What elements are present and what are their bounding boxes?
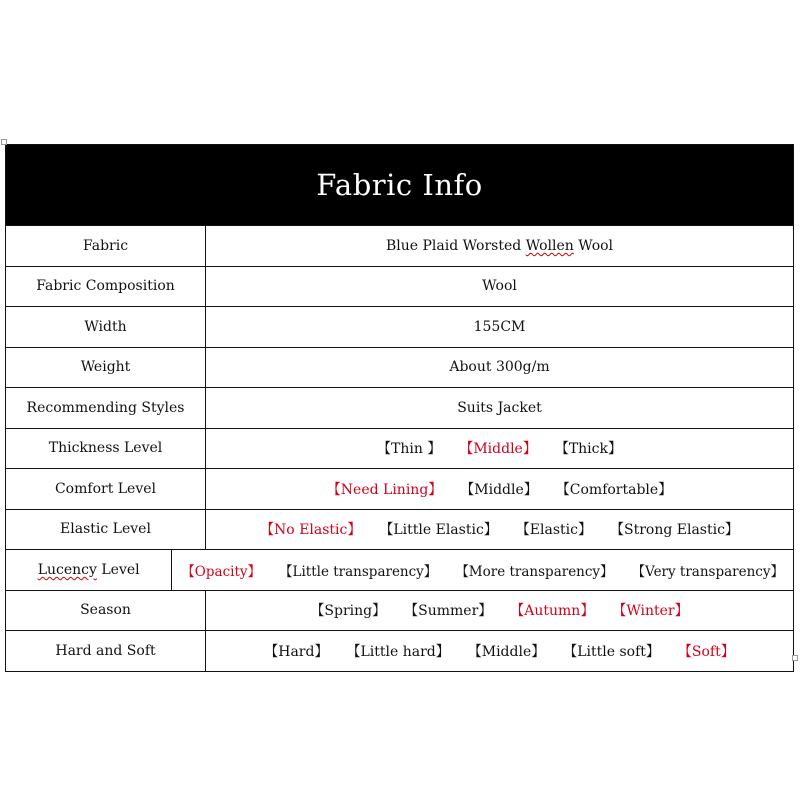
option-selected: 【Middle】: [459, 441, 537, 458]
option: 【Thin 】: [377, 441, 442, 458]
option: 【Strong Elastic】: [609, 522, 739, 539]
row-width: [6, 307, 793, 348]
row-value: [206, 226, 793, 266]
resize-handle-top-left: [1, 139, 7, 145]
row-options: [206, 429, 793, 469]
row-options: [206, 510, 793, 550]
row-recommending-styles: [6, 388, 793, 429]
option: 【More transparency】: [455, 563, 614, 580]
row-label: Weight: [6, 348, 206, 388]
row-options: [206, 591, 793, 631]
option: 【Little transparency】: [279, 563, 438, 580]
option: 【Very transparency】: [631, 563, 784, 580]
option: 【Little soft】: [563, 643, 660, 660]
value-part: Wool: [573, 237, 614, 254]
row-value: About 300g/m: [449, 359, 550, 376]
row-label: Comfort Level: [6, 469, 206, 509]
option: 【Hard】: [264, 643, 329, 660]
row-label: Hard and Soft: [6, 631, 206, 671]
row-elastic-level: [6, 510, 793, 551]
row-fabric: [6, 226, 793, 267]
row-label: Fabric Composition: [6, 267, 206, 307]
row-comfort-level: [6, 469, 793, 510]
option: 【Little Elastic】: [379, 522, 498, 539]
option: 【Elastic】: [515, 522, 592, 539]
table-title: Fabric Info: [6, 145, 793, 226]
label-part: Level: [96, 561, 140, 578]
row-options: [172, 550, 793, 590]
row-season: [6, 591, 793, 632]
option: 【Comfortable】: [555, 481, 673, 498]
option-selected: 【Opacity】: [181, 563, 262, 580]
row-label: Elastic Level: [6, 510, 206, 550]
row-label: Fabric: [6, 226, 206, 266]
option-selected: 【Need Lining】: [326, 481, 443, 498]
row-hard-and-soft: [6, 631, 793, 671]
row-label: Recommending Styles: [6, 388, 206, 428]
row-value: Wool: [482, 278, 517, 295]
row-label: Thickness Level: [6, 429, 206, 469]
option: 【Middle】: [460, 481, 538, 498]
fabric-info-table: [5, 144, 794, 672]
row-value: Suits Jacket: [457, 399, 542, 416]
option-selected: 【Autumn】: [510, 603, 595, 620]
option: 【Thick】: [554, 441, 622, 458]
value-part-misspelled: Wollen: [525, 237, 574, 254]
option: 【Little hard】: [346, 643, 450, 660]
row-value: 155CM: [473, 318, 526, 335]
row-fabric-composition: [6, 267, 793, 308]
resize-handle-bottom-right: [792, 655, 798, 661]
row-options: [206, 469, 793, 509]
option-selected: 【Soft】: [677, 643, 735, 660]
label-part-misspelled: Lucency: [37, 561, 97, 578]
option-selected: 【No Elastic】: [260, 522, 362, 539]
row-options: [206, 631, 793, 671]
row-label: [6, 550, 172, 590]
option: 【Middle】: [467, 643, 546, 660]
value-part: Blue Plaid Worsted: [385, 237, 526, 254]
option: 【Spring】: [310, 603, 387, 620]
row-label: Season: [6, 591, 206, 631]
row-label: Width: [6, 307, 206, 347]
option: 【Summer】: [404, 603, 493, 620]
row-thickness-level: [6, 429, 793, 470]
row-weight: [6, 348, 793, 389]
row-lucency-level: [6, 550, 793, 591]
option-selected: 【Winter】: [612, 603, 689, 620]
